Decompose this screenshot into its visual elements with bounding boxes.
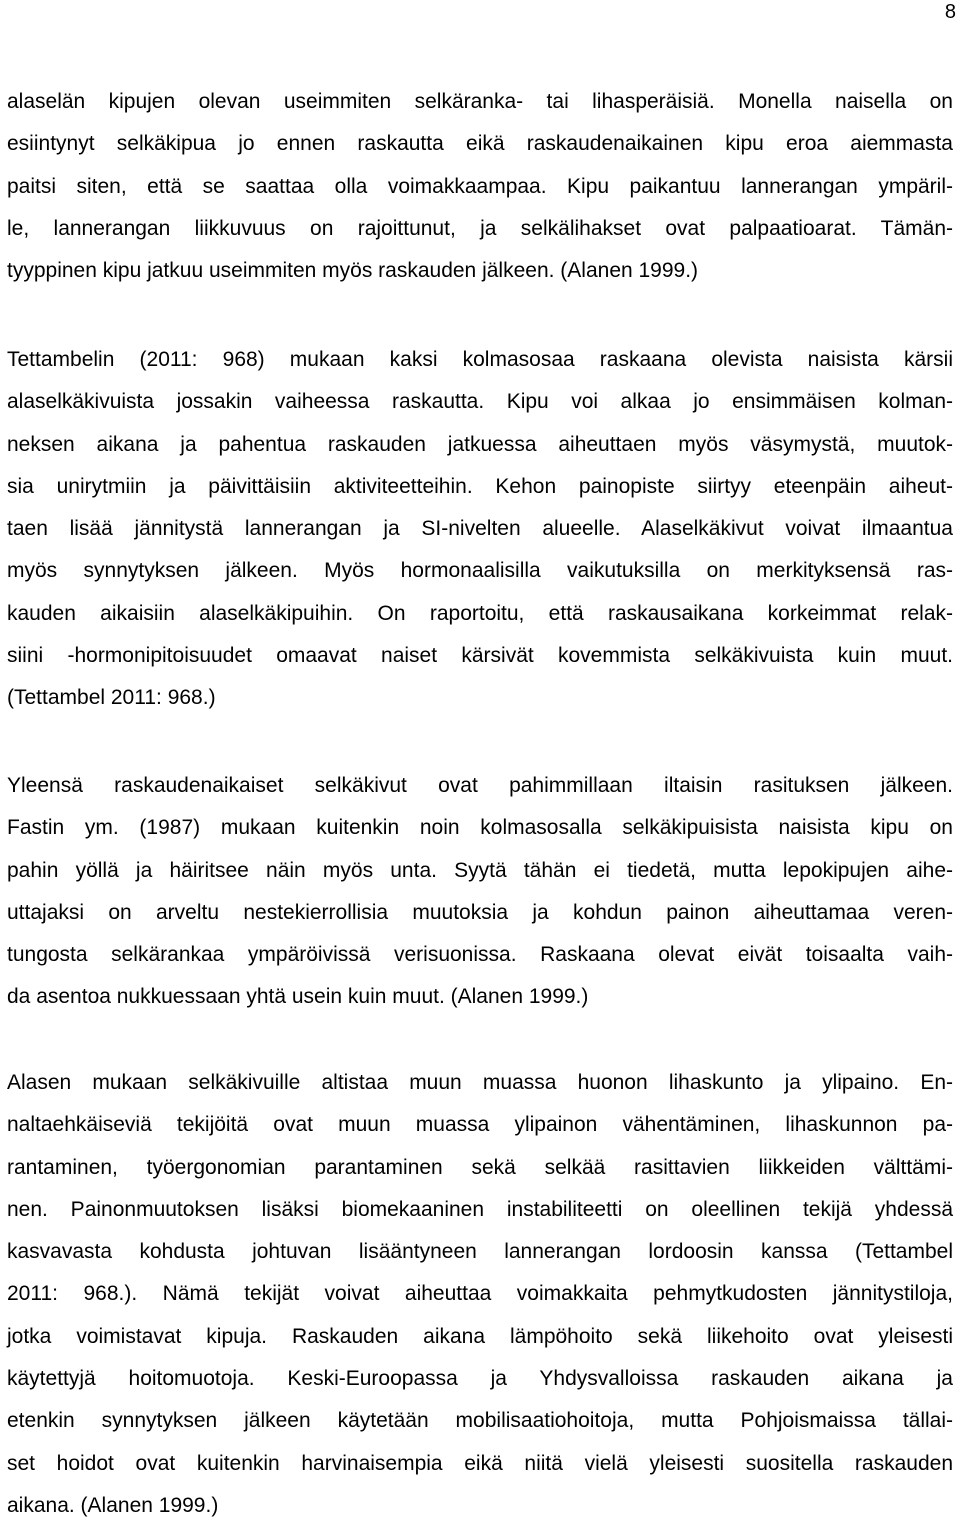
- paragraph-1: [7, 81, 953, 292]
- text-line: alaselkäkivuista jossakin vaiheessa raskautta. Kipu voi alkaa jo ensimmäisen kolman-: [7, 390, 953, 414]
- text-line: Yleensä raskaudenaikaiset selkäkivut ovat pahimmillaan iltaisin rasituksen jälkeen.: [7, 774, 953, 797]
- text-line: tungosta selkärankaa ympäröivissä verisuonissa. Raskaana olevat eivät toisaalta vaih-: [7, 943, 953, 967]
- text-line: neksen aikana ja pahentua raskauden jatkuessa aiheuttaen myös väsymystä, muutok-: [7, 432, 953, 456]
- paragraph-4: [7, 1062, 953, 1527]
- text-line: esiintynyt selkäkipua jo ennen raskautta eikä raskaudenaikainen kipu eroa aiemmasta: [7, 132, 953, 156]
- text-line: siini -hormonipitoisuudet omaavat naiset kärsivät kovemmista selkäkivuista kuin muut.: [7, 644, 953, 668]
- text-line: uttajaksi on arveltu nestekierrollisia muutoksia ja kohdun painon aiheuttamaa veren-: [7, 900, 953, 924]
- text-line: aikana. (Alanen 1999.): [7, 1493, 219, 1517]
- paragraph-2: [7, 339, 953, 720]
- text-line: set hoidot ovat kuitenkin harvinaisempia eikä niitä vielä yleisesti suositella raskauden: [7, 1451, 953, 1475]
- text-line: sia unirytmiin ja päivittäisiin aktiviteetteihin. Kehon painopiste siirtyy eteenpäin aiheut-: [7, 474, 953, 498]
- text-line: nen. Painonmuutoksen lisäksi biomekaaninen instabiliteetti on oleellinen tekijä yhdessä: [7, 1197, 953, 1221]
- text-line: (Tettambel 2011: 968.): [7, 686, 216, 710]
- text-line: jotka voimistavat kipuja. Raskauden aikana lämpöhoito sekä liikehoito ovat yleisesti: [7, 1324, 953, 1348]
- text-line: Alasen mukaan selkäkivuille altistaa muun muassa huonon lihaskunto ja ylipaino. En-: [7, 1071, 953, 1094]
- text-line: myös synnytyksen jälkeen. Myös hormonaalisilla vaikutuksilla on merkityksensä ras-: [7, 559, 953, 583]
- text-line: Fastin ym. (1987) mukaan kuitenkin noin kolmasosalla selkäkipuisista naisista kipu on: [7, 816, 953, 840]
- text-line: rantaminen, työergonomian parantaminen sekä selkää rasittavien liikkeiden välttämi-: [7, 1155, 953, 1179]
- paragraph-3: [7, 765, 953, 1019]
- text-line: käytettyjä hoitomuotoja. Keski-Euroopassa ja Yhdysvalloissa raskauden aikana ja: [7, 1367, 953, 1391]
- page-number: 8: [944, 1, 956, 23]
- text-line: tyyppinen kipu jatkuu useimmiten myös raskauden jälkeen. (Alanen 1999.): [7, 259, 699, 283]
- text-line: kasvavasta kohdusta johtuvan lisääntyneen lannerangan lordoosin kanssa (Tettambel: [7, 1240, 953, 1264]
- text-line: naltaehkäiseviä tekijöitä ovat muun muassa ylipainon vähentäminen, lihaskunnon pa-: [7, 1113, 953, 1137]
- text-line: taen lisää jännitystä lannerangan ja SI-nivelten alueelle. Alaselkäkivut voivat ilmaantua: [7, 517, 953, 541]
- text-line: 2011: 968.). Nämä tekijät voivat aiheuttaa voimakkaita pehmytkudosten jännitystiloja,: [7, 1282, 953, 1306]
- text-line: le, lannerangan liikkuvuus on rajoittunut, ja selkälihakset ovat palpaatioarat. Tämän-: [7, 216, 953, 240]
- text-line: kauden aikaisiin alaselkäkipuihin. On raportoitu, että raskausaikana korkeimmat relak-: [7, 601, 953, 625]
- text-line: da asentoa nukkuessaan yhtä usein kuin muut. (Alanen 1999.): [7, 985, 589, 1009]
- text-line: paitsi siten, että se saattaa olla voimakkaampaa. Kipu paikantuu lannerangan ympäril-: [7, 174, 953, 198]
- text-line: alaselän kipujen olevan useimmiten selkäranka- tai lihasperäisiä. Monella naisella on: [7, 90, 953, 113]
- text-line: Tettambelin (2011: 968) mukaan kaksi kolmasosaa raskaana olevista naisista kärsii: [7, 348, 953, 371]
- text-line: pahin yöllä ja häiritsee näin myös unta. Syytä tähän ei tiedetä, mutta lepokipujen aihe-: [7, 858, 953, 882]
- text-line: etenkin synnytyksen jälkeen käytetään mobilisaatiohoitoja, mutta Pohjoismaissa tällai-: [7, 1409, 953, 1433]
